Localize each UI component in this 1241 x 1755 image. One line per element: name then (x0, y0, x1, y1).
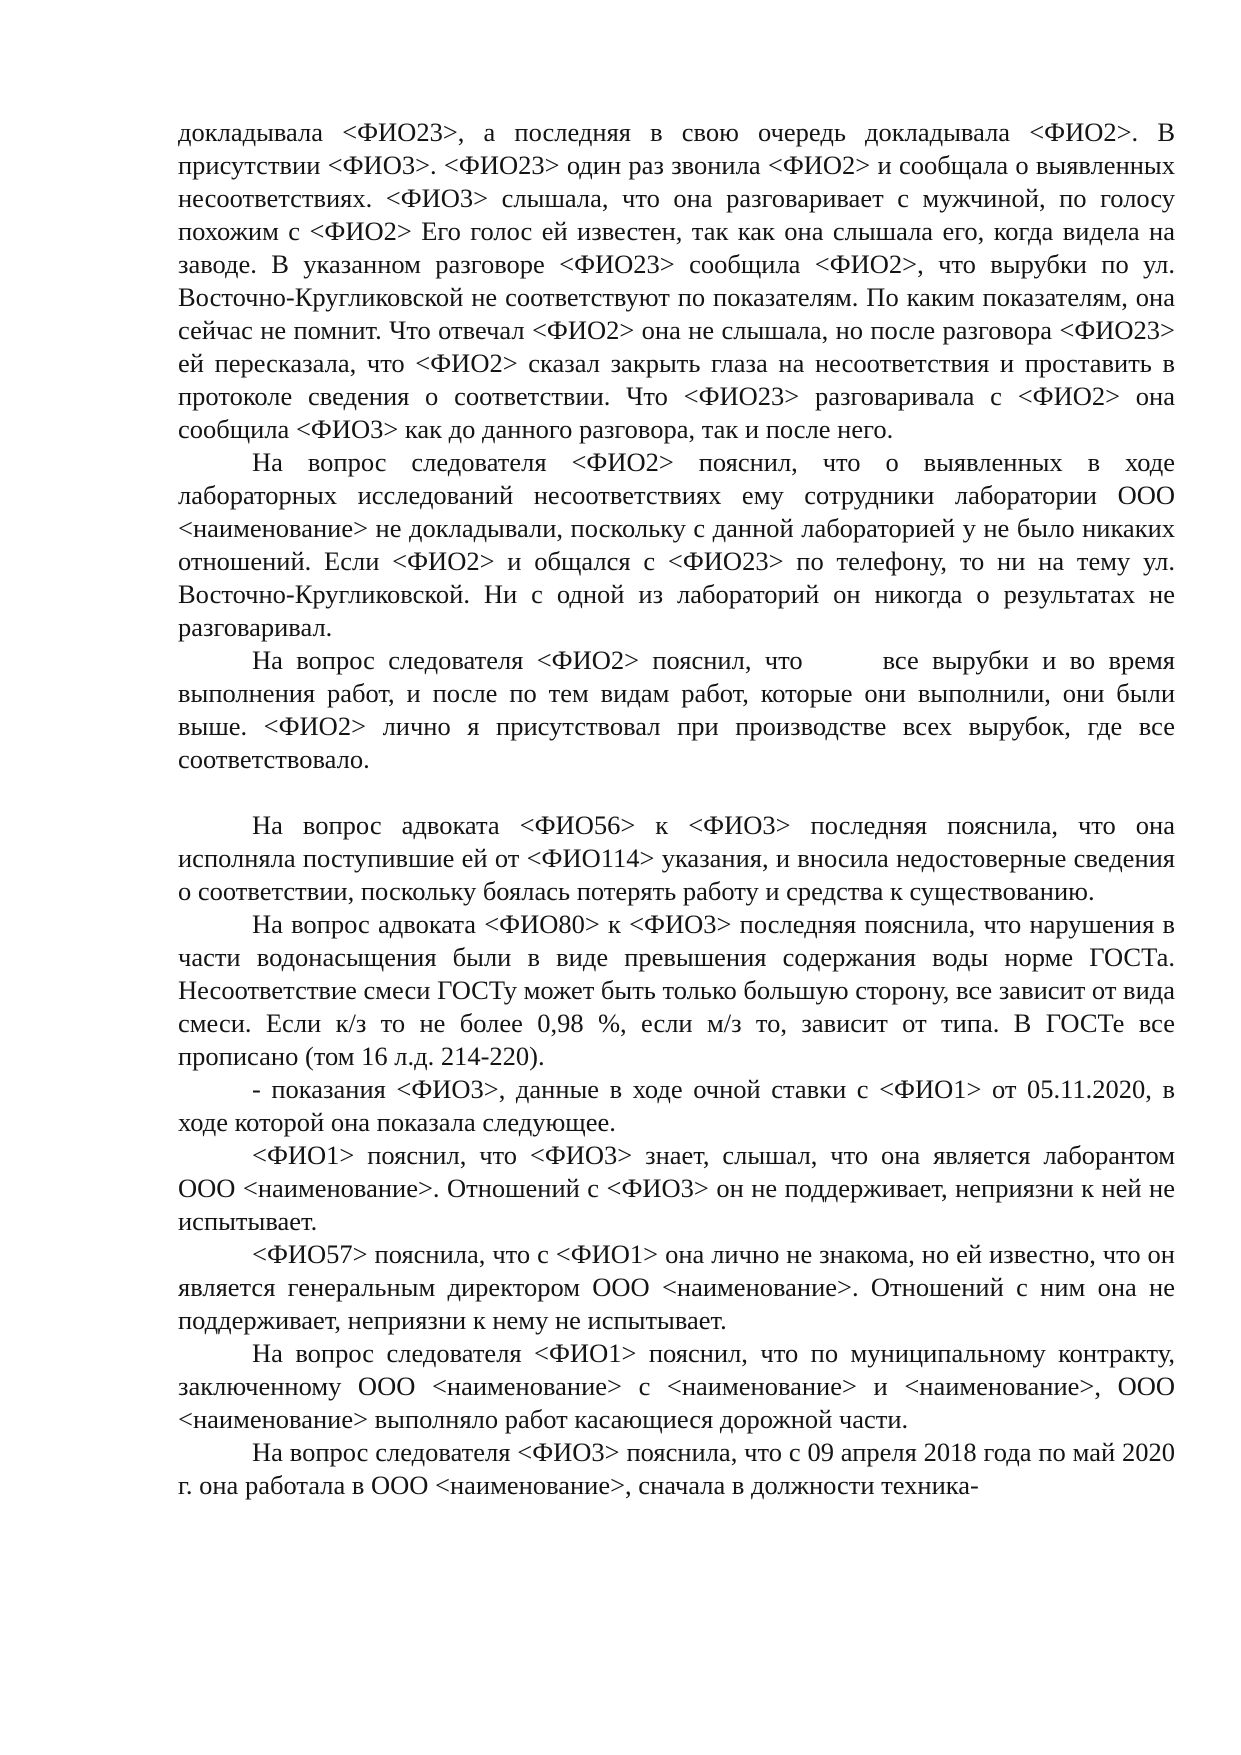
paragraph-9: На вопрос следователя <ФИО1> пояснил, что по муниципальному контракту, заключенному ООО <наименование> с <наименование> и <наименование>, ООО <наименование> выполняло работ касающиеся дорожной части. (178, 1338, 1175, 1434)
paragraph-spacer (178, 776, 1175, 809)
paragraph-3: На вопрос следователя <ФИО2> пояснил, что все вырубки и во время выполнения работ, и после по тем видам работ, которые они выполнили, они были выше. <ФИО2> лично я присутствовал при производстве всех вырубок, где все соответствовало. (178, 645, 1182, 774)
paragraph-1: докладывала <ФИО23>, а последняя в свою очередь докладывала <ФИО2>. В присутствии <ФИО3>. <ФИО23> один раз звонила <ФИО2> и сообщала о выявленных несоответствиях. <ФИО3> слышала, что она разговаривает с мужчиной, по голосу похожим с <ФИО2> Его голос ей известен, так как она слышала его, когда видела на заводе. В указанном разговоре <ФИО23> сообщила <ФИО2>, что вырубки по ул. Восточно-Кругликовской не соответствуют по показателям. По каким показателям, она сейчас не помнит. Что отвечал <ФИО2> она не слышала, но после разговора <ФИО23> ей пересказала, что <ФИО2> сказал закрыть глаза на несоответствия и проставить в протоколе сведения о соответствии. Что <ФИО23> разговаривала с <ФИО2> она сообщила <ФИО3> как до данного разговора, так и после него. (178, 117, 1175, 444)
paragraph-6: - показания <ФИО3>, данные в ходе очной ставки с <ФИО1> от 05.11.2020, в ходе которой она показала следующее. (178, 1074, 1175, 1137)
paragraph-2: На вопрос следователя <ФИО2> пояснил, что о выявленных в ходе лабораторных исследований несоответствиях ему сотрудники лаборатории ООО <наименование> не докладывали, поскольку с данной лабораторией у не было никаких отношений. Если <ФИО2> и общался с <ФИО23> по телефону, то ни на тему ул. Восточно-Кругликовской. Ни с одной из лабораторий он никогда о результатах не разговаривал. (178, 447, 1175, 642)
paragraph-10: На вопрос следователя <ФИО3> пояснила, что с 09 апреля 2018 года по май 2020 г. она работала в ООО <наименование>, сначала в должности техника- (178, 1437, 1175, 1500)
paragraph-5: На вопрос адвоката <ФИО80> к <ФИО3> последняя пояснила, что нарушения в части водонасыщения были в виде превышения содержания воды норме ГОСТа. Несоответствие смеси ГОСТу может быть только большую сторону, все зависит от вида смеси. Если к/з то не более 0,98 %, если м/з то, зависит от типа. В ГОСТе все прописано (том 16 л.д. 214-220). (178, 909, 1175, 1071)
paragraph-4: На вопрос адвоката <ФИО56> к <ФИО3> последняя пояснила, что она исполняла поступившие ей от <ФИО114> указания, и вносила недостоверные сведения о соответствии, поскольку боялась потерять работу и средства к существованию. (178, 810, 1175, 906)
paragraph-7: <ФИО1> пояснил, что <ФИО3> знает, слышал, что она является лаборантом ООО <наименование>. Отношений с <ФИО3> он не поддерживает, неприязни к ней не испытывает. (178, 1140, 1175, 1236)
paragraph-8: <ФИО57> пояснила, что с <ФИО1> она лично не знакома, но ей известно, что он является генеральным директором ООО <наименование>. Отношений с ним она не поддерживает, неприязни к нему не испытывает. (178, 1239, 1175, 1335)
document-page (178, 116, 1182, 1502)
